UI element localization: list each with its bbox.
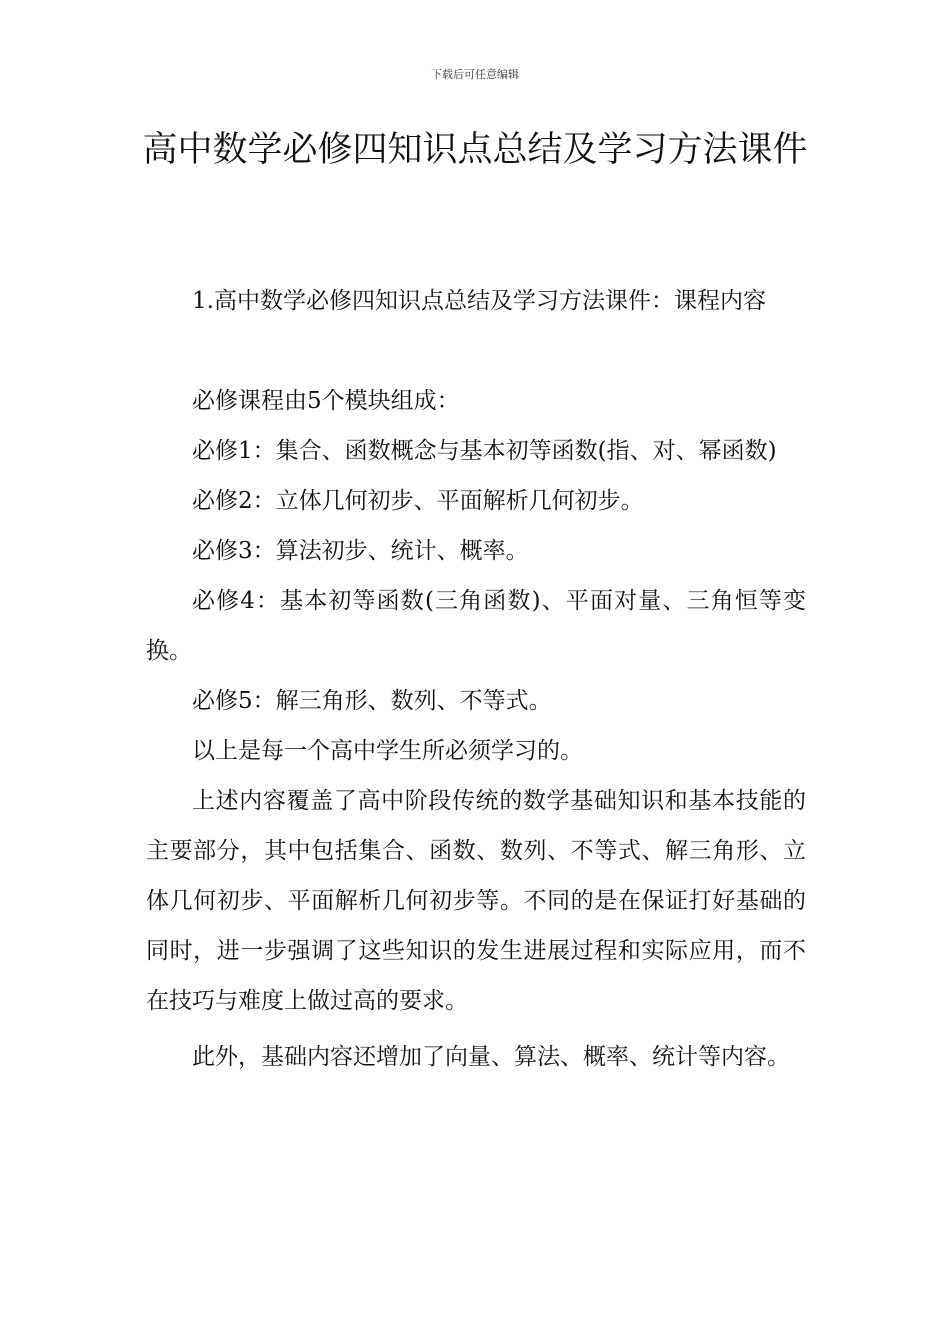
blank-line — [146, 326, 806, 376]
paragraph-module-4: 必修4：基本初等函数(三角函数)、平面对量、三角恒等变换。 — [146, 588, 806, 664]
header-note: 下载后可任意编辑 — [431, 68, 519, 81]
document-title: 高中数学必修四知识点总结及学习方法课件 — [142, 130, 808, 170]
section-heading: 1.高中数学必修四知识点总结及学习方法课件：课程内容 — [192, 288, 766, 314]
paragraph-module-1: 必修1：集合、函数概念与基本初等函数(指、对、幂函数) — [192, 438, 777, 464]
document-body — [146, 276, 806, 1082]
paragraph-module-5: 必修5：解三角形、数列、不等式。 — [192, 688, 552, 714]
paragraph-module-3: 必修3：算法初步、统计、概率。 — [192, 538, 529, 564]
paragraph-modules-intro: 必修课程由5个模块组成： — [192, 388, 460, 414]
paragraph-coverage: 上述内容覆盖了高中阶段传统的数学基础知识和基本技能的主要部分，其中包括集合、函数、数列、不等式、解三角形、立体几何初步、平面解析几何初步等。不同的是在保证打好基础的同时，进一步强调了这些知识的发生进展过程和实际应用，而不在技巧与难度上做过高的要求。 — [146, 788, 806, 1014]
paragraph-module-2: 必修2：立体几何初步、平面解析几何初步。 — [192, 488, 644, 514]
paragraph-additions: 此外，基础内容还增加了向量、算法、概率、统计等内容。 — [192, 1044, 790, 1070]
paragraph-required-note: 以上是每一个高中学生所必须学习的。 — [192, 738, 583, 764]
